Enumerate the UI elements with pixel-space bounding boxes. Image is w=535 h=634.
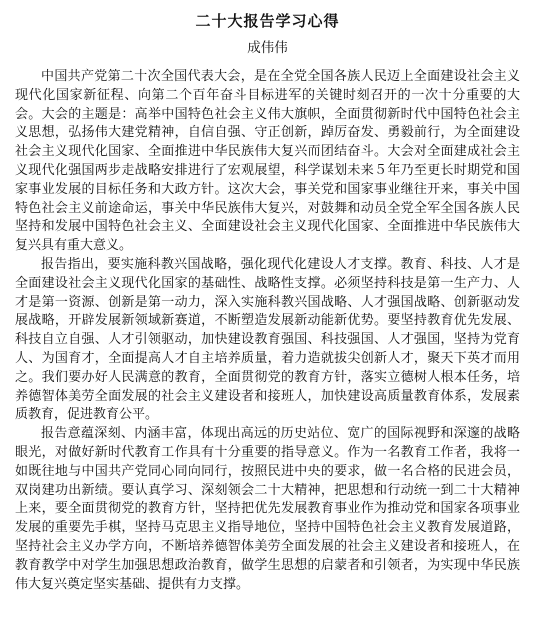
body-paragraph-3: 报告意蕴深刻、内涵丰富，体现出高远的历史站位、宽广的国际视野和深邃的战略眼光，对做好新时代教育工作具有十分重要的指导意义。作为一名教育工作者，我将一如既往地与中国共产党同心同向同行，按照民进中央的要求，做一名合格的民进会员，双岗建功出新绩。要认真学习、深刻领会二十大精神，把思想和行动统一到二十大精神上来，要全面贯彻党的教育方针，坚持把优先发展教育事业作为推动党和国家各项事业发展的重要先手棋，坚持马克思主义指导地位，坚持中国特色社会主义教育发展道路，坚持社会主义办学方向，不断培养德智体美劳全面发展的社会主义建设者和接班人，在教育教学中对学生加强思想政治教育，做学生思想的启蒙者和引领者，为实现中华民族伟大复兴奠定坚实基础、提供有力支撑。 <box>15 426 520 592</box>
document-title: 二十大报告学习心得 <box>195 12 340 30</box>
body-paragraph-1: 中国共产党第二十次全国代表大会，是在全党全国各族人民迈上全面建设社会主义现代化国家新征程、向第二个百年奋斗目标进军的关键时刻召开的一次十分重要的大会。大会的主题是：高举中国特色社会主义伟大旗帜，全面贯彻新时代中国特色社会主义思想，弘扬伟大建党精神，自信自强、守正创新，踔厉奋发、勇毅前行，为全面建设社会主义现代化国家、全面推进中华民族伟大复兴而团结奋斗。大会对全面建成社会主义现代化强国两步走战略安排进行了宏观展望，科学谋划未来５年乃至更长时期党和国家事业发展的目标任务和大政方针。这次大会，事关党和国家事业继往开来，事关中国特色社会主义前途命运，事关中华民族伟大复兴，对鼓舞和动员全党全军全国各族人民坚持和发展中国特色社会主义、全面建设社会主义现代化国家、全面推进中华民族伟大复兴具有重大意义。 <box>15 69 520 254</box>
document-author: 成伟伟 <box>247 40 288 56</box>
body-paragraph-2: 报告指出，要实施科教兴国战略，强化现代化建设人才支撑。教育、科技、人才是全面建设社会主义现代化国家的基础性、战略性支撑。必须坚持科技是第一生产力、人才是第一资源、创新是第一动力，深入实施科教兴国战略、人才强国战略、创新驱动发展战略，开辟发展新领域新赛道，不断塑造发展新动能新优势。要坚持教育优先发展、科技自立自强、人才引领驱动，加快建设教育强国、科技强国、人才强国，坚持为党育人、为国育才，全面提高人才自主培养质量，着力造就拔尖创新人才，聚天下英才而用之。我们要办好人民满意的教育，全面贯彻党的教育方针，落实立德树人根本任务，培养德智体美劳全面发展的社会主义建设者和接班人，加快建设高质量教育体系，发展素质教育，促进教育公平。 <box>15 256 520 423</box>
